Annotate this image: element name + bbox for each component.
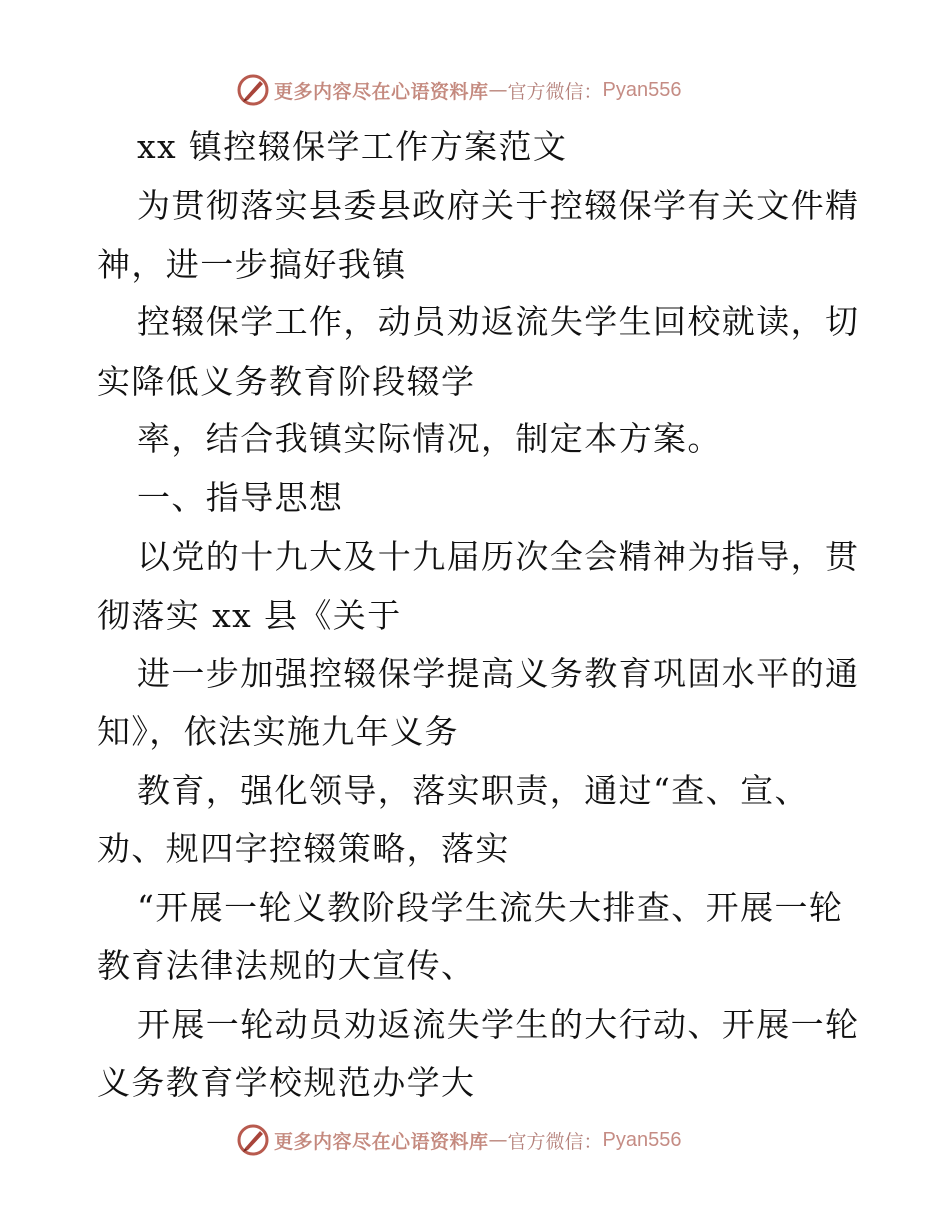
paragraph-line: 知》，依法实施九年义务 (97, 712, 459, 751)
paragraph-line: 以党的十九大及十九届历次全会精神为指导，贯 (137, 537, 860, 576)
paragraph-line: 教育，强化领导，落实职责，通过“查、宣、 (137, 771, 809, 810)
watermark-wechat-id: Pyan556 (602, 1128, 682, 1151)
paragraph-line: 率，结合我镇实际情况，制定本方案。 (137, 419, 722, 458)
watermark-wechat-label: 官方微信： (507, 1130, 603, 1153)
watermark-separator: — (488, 1129, 508, 1151)
watermark-wechat-label: 官方微信： (507, 80, 603, 103)
document-title: xx 镇控辍保学工作方案范文 (137, 127, 568, 166)
paragraph-line: 劝、规四字控辍策略，落实 (97, 829, 510, 868)
quill-pen-seal-icon (236, 1123, 270, 1157)
quill-pen-seal-icon (236, 73, 270, 107)
watermark-text: 更多内容尽在心语资料库 (274, 1130, 489, 1153)
paragraph-line: 义务教育学校规范办学大 (97, 1063, 476, 1102)
footer-watermark (236, 1123, 682, 1157)
paragraph-line: 教育法律法规的大宣传、 (97, 946, 476, 985)
paragraph-line: 进一步加强控辍保学提高义务教育巩固水平的通 (137, 654, 860, 693)
paragraph-line: 实降低义务教育阶段辍学 (97, 362, 476, 401)
paragraph-line: 神，进一步搞好我镇 (97, 245, 407, 284)
paragraph-line: 开展一轮动员劝返流失学生的大行动、开展一轮 (137, 1005, 860, 1044)
watermark-text: 更多内容尽在心语资料库 (274, 80, 489, 103)
paragraph-line: 彻落实 xx 县《关于 (97, 596, 402, 635)
section-heading: 一、指导思想 (137, 478, 344, 517)
paragraph-line: 控辍保学工作，动员劝返流失学生回校就读，切 (137, 302, 860, 341)
header-watermark (236, 73, 682, 107)
paragraph-line: 为贯彻落实县委县政府关于控辍保学有关文件精 (137, 186, 860, 225)
watermark-separator: — (488, 79, 508, 101)
paragraph-line: “开展一轮义教阶段学生流失大排查、开展一轮 (137, 888, 844, 927)
watermark-wechat-id: Pyan556 (602, 78, 682, 101)
